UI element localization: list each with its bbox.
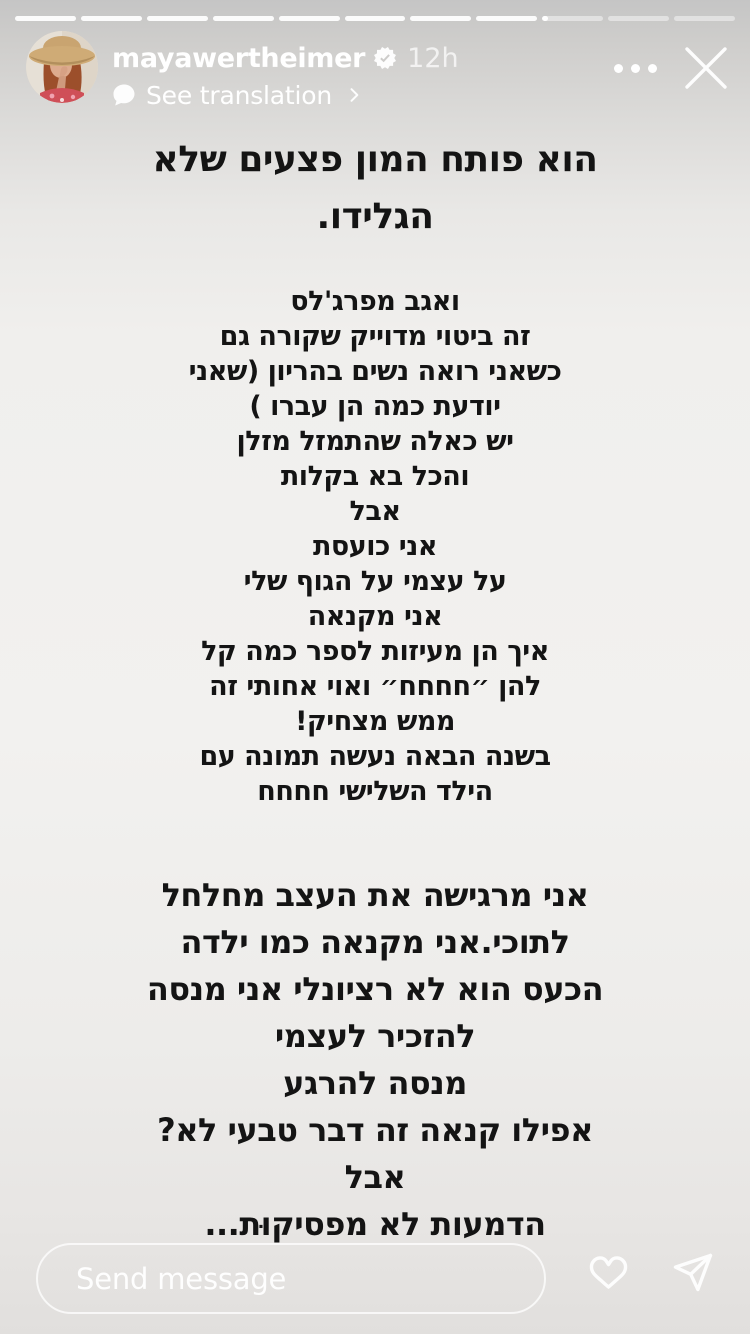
story-headline — [0, 131, 750, 245]
progress-segment — [81, 16, 142, 21]
closing-text-line: הדמעות לא מפסיקוּת... — [204, 1205, 546, 1243]
progress-segment — [147, 16, 208, 21]
story-closing-text — [0, 872, 750, 1248]
chevron-right-icon — [344, 85, 364, 105]
verified-badge-icon — [374, 47, 396, 69]
story-progress-bar[interactable] — [15, 16, 735, 21]
more-options-button[interactable] — [605, 58, 665, 78]
closing-text-line: להזכיר לעצמי — [274, 1017, 476, 1055]
closing-text-line: אבל — [344, 1158, 406, 1196]
progress-segment — [542, 16, 603, 21]
progress-segment — [213, 16, 274, 21]
username[interactable]: mayawertheimer — [112, 42, 366, 74]
three-dots-icon — [614, 64, 623, 73]
paper-plane-icon — [671, 1251, 714, 1294]
body-text-line: אני מקנאה — [307, 601, 443, 632]
body-text-line: יודעת כמה הן עברו ) — [249, 391, 501, 422]
progress-segment — [15, 16, 76, 21]
body-text-line: אבל — [349, 496, 401, 527]
body-text-line: בשנה הבאה נעשה תמונה עם — [199, 741, 551, 772]
send-message-input[interactable] — [36, 1243, 546, 1314]
close-button[interactable] — [680, 42, 732, 94]
closing-text-line: לתוכי.אני מקנאה כמו ילדה — [180, 923, 570, 961]
progress-segment — [674, 16, 735, 21]
body-text-line: ואגב מפרג'לס — [290, 286, 460, 317]
headline-line: הגלידו. — [316, 196, 434, 237]
see-translation-button[interactable] — [112, 81, 459, 109]
header-id-block — [112, 42, 459, 109]
headline-line: הוא פותח המון פצעים שלא — [152, 139, 598, 180]
progress-segment — [345, 16, 406, 21]
body-text-line: יש כאלה שהתמזל מזלן — [236, 426, 514, 457]
body-text-line: הילד השלישי חחחח — [257, 776, 493, 807]
timestamp: 12h — [407, 42, 459, 74]
progress-segment — [279, 16, 340, 21]
avatar[interactable] — [26, 31, 98, 103]
send-message-placeholder: Send message — [76, 1261, 287, 1296]
closing-text-line: הכעס הוא לא רציונלי אני מנסה — [146, 970, 604, 1008]
progress-segment — [410, 16, 471, 21]
body-text-line: כשאני רואה נשים בהריון (שאני — [188, 356, 562, 387]
progress-segment — [476, 16, 537, 21]
avatar-photo — [26, 31, 98, 103]
story-body-text — [0, 284, 750, 809]
heart-icon — [587, 1251, 630, 1294]
progress-segment — [608, 16, 669, 21]
body-text-line: ממש מצחיק! — [295, 706, 455, 737]
body-text-line: זה ביטוי מדוייק שקורה גם — [219, 321, 531, 352]
body-text-line: אני כועסת — [312, 531, 438, 562]
closing-text-line: אפילו קנאה זה דבר טבעי לא? — [157, 1111, 593, 1149]
body-text-line: והכל בא בקלות — [280, 461, 470, 492]
share-button[interactable] — [671, 1251, 714, 1294]
body-text-line: להן ״חחחח״ ואוי אחותי זה — [209, 671, 541, 702]
closing-text-line: מנסה להרגע — [283, 1064, 467, 1102]
closing-text-line: אני מרגישה את העצב מחלחל — [161, 876, 589, 914]
x-icon — [680, 42, 732, 94]
like-button[interactable] — [587, 1251, 630, 1294]
body-text-line: על עצמי על הגוף שלי — [243, 566, 507, 597]
see-translation-label: See translation — [146, 80, 333, 110]
speech-bubble-icon — [112, 83, 136, 107]
body-text-line: איך הן מעיזות לספר כמה קל — [201, 636, 549, 667]
